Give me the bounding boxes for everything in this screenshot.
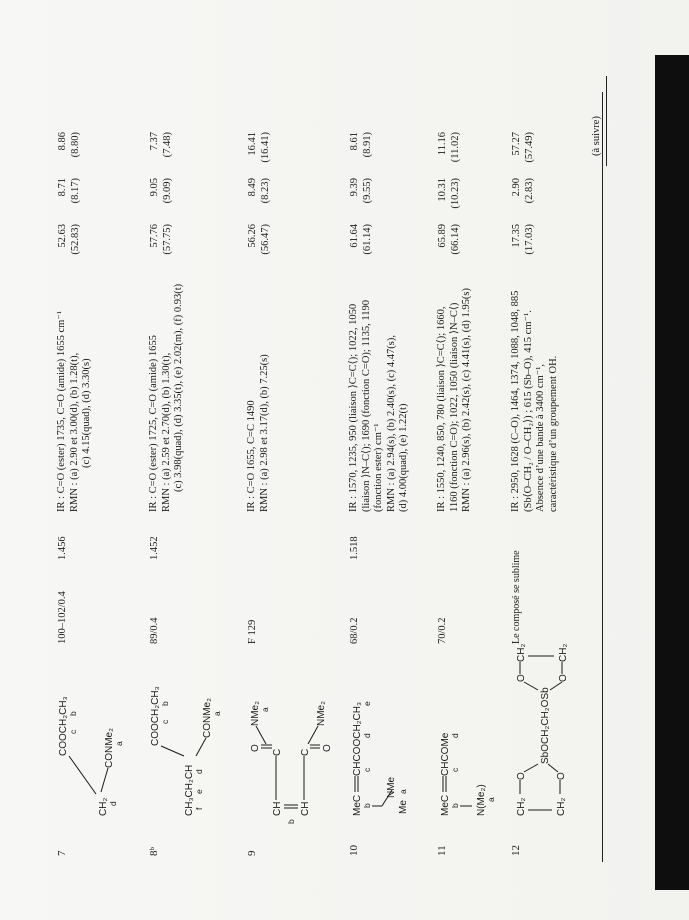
sublimation-note: Le composé se sublime [511,550,522,644]
spectra-line: IR : 1550, 1240, 850, 780 (liaison ⟩C=C⟨); 1660, [436,306,447,512]
found-value: 16.41 [247,132,258,156]
calc-value: (2.83) [524,178,535,204]
melting-point: F 129 [247,619,258,644]
spectra-line: IR : 1570, 1235, 950 (liaison ⟩C=C⟨); 1022, 1050 [348,303,359,512]
found-value: 2.90 [511,178,522,197]
found-value: 9.05 [149,178,160,197]
spectra [436,288,474,512]
svg-text:a: a [398,789,408,794]
spectra-line: IR : 2950, 1628 (C–O), 1464, 1374, 1088, 1048, 885 [510,290,521,512]
structure-11-svg [436,646,496,816]
spectra-line: 1160 (fonction C=O); 1022, 1050 (liaison ⟩N–C⟨) [448,302,460,512]
svg-text:MeC: MeC [352,794,363,816]
svg-text:a: a [212,711,222,716]
svg-text:O: O [558,674,569,682]
found-value: 56.26 [247,224,258,248]
svg-text:CH₂: CH₂ [516,797,527,816]
svg-text:NMe: NMe [386,776,397,798]
svg-text:N(Me₂): N(Me₂) [476,784,487,816]
svg-text:O: O [516,772,527,780]
svg-text:d: d [194,769,204,774]
svg-text:c: c [362,767,372,772]
found-value: 61.64 [349,224,360,248]
svg-text:CH₂: CH₂ [558,643,569,662]
refractive-index: 1.518 [349,536,360,560]
calc-value: (9.55) [362,178,373,204]
analysis [510,132,536,260]
svg-text:d: d [362,733,372,738]
spectra [348,300,411,512]
svg-text:CONMe₂: CONMe₂ [104,728,115,768]
calc-value: (16.41) [260,132,271,163]
structure-drawing [148,646,222,816]
boiling-point: 70/0.2 [437,617,448,644]
found-value: 9.39 [349,178,360,197]
found-value: 52.63 [57,224,68,248]
svg-text:O: O [516,674,527,682]
spectra [148,284,186,512]
calc-value: (10.23) [450,178,461,209]
svg-text:CHCOMe: CHCOMe [440,732,451,776]
svg-text:b: b [286,819,296,824]
spectra-line: (d) 4.00(quad), (e) 1.22(t) [398,403,409,512]
calc-value: (52.83) [70,224,81,255]
spectra [246,354,271,512]
structure-drawing [348,646,412,816]
structure-8-svg [148,646,222,816]
svg-text:O: O [250,744,261,752]
compound-number: 10 [348,845,360,856]
spectra-line: (Sb⟨O–CH₂ / O–CH₂⟩) ; 615 (Sb–O), 415 cm⁻¹. [522,310,534,512]
boiling-point: 100–102/0.4 [57,591,68,644]
calc-value: (7.48) [162,132,173,158]
scan-edge [655,55,689,890]
svg-text:CH: CH [300,801,311,816]
svg-text:NMe₂: NMe₂ [316,701,327,726]
structure-drawing [510,643,584,816]
analysis [436,132,462,260]
svg-text:CHCOOCH₂CH₃: CHCOOCH₂CH₃ [352,701,363,776]
svg-text:MeC: MeC [440,794,451,816]
spectra-line: (c) 3.98(quad), (d) 3.35(t), (e) 2.02(m), (f) 0.93(t) [173,283,184,492]
calc-value: (8.23) [260,178,271,204]
svg-text:C: C [272,748,283,756]
found-value: 8.86 [57,132,68,151]
spectra-line: IR : C=O 1655, C=C 1490 [246,400,257,512]
svg-text:COOCH₂CH₃: COOCH₂CH₃ [58,696,69,756]
refractive-index: 1.456 [57,536,68,560]
svg-text:a: a [114,741,124,746]
structure-7-svg [56,656,124,816]
footer-rule [606,76,607,166]
svg-text:a: a [260,707,270,712]
found-value: 57.76 [149,224,160,248]
svg-text:c: c [450,767,460,772]
compound-number: 9 [246,850,258,856]
compound-number: 7 [56,850,68,856]
found-value: 10.31 [437,178,448,202]
svg-text:e: e [194,789,204,794]
svg-text:b: b [160,701,170,706]
found-value: 8.49 [247,178,258,197]
spectra-line: Absence d’une bande à 3400 cm⁻¹, [535,363,546,512]
calc-value: (8.17) [70,178,81,204]
spectra-line: RMN : (a) 2.96(s), (b) 2.42(s), (c) 4.41(s), (d) 1.95(s) [461,288,472,512]
found-value: 7.37 [149,132,160,151]
svg-text:d: d [450,733,460,738]
svg-text:b: b [68,711,78,716]
svg-text:CH₂: CH₂ [516,643,527,662]
spectra-line: caractéristique d’un groupement OH. [547,355,559,512]
spectra-line: (liaison ⟩N–C⟨); 1690 (fonction C=O); 1135, 1190 [360,300,372,512]
calc-value: (56.47) [260,224,271,255]
compound-number: 11 [436,845,448,856]
structure-drawing [246,646,333,824]
spectra-line: IR : C=O (ester) 1725, C=O (amide) 1655 [148,335,159,512]
calc-value: (57.75) [162,224,173,255]
svg-text:CH₂: CH₂ [98,797,109,816]
continued-note: (à suivre) [591,116,602,156]
calc-value: (8.91) [362,132,373,158]
found-value: 8.71 [57,178,68,197]
spectra-line: RMN : (a) 2.98 et 3.17(d), (b) 7.25(s) [258,354,270,512]
structure-10-svg [348,646,408,816]
svg-text:f: f [194,807,204,810]
structure-drawing [436,646,500,816]
found-value: 17.35 [511,224,522,248]
analysis [246,132,272,260]
svg-text:c: c [160,719,170,724]
svg-text:SbOCH₂CH₂OSb: SbOCH₂CH₂OSb [540,687,551,764]
svg-text:c: c [68,729,78,734]
calc-value: (11.02) [450,132,461,163]
svg-text:O: O [322,744,333,752]
analysis [348,132,374,260]
svg-text:a: a [486,797,496,802]
found-value: 8.61 [349,132,360,151]
spectra-line: IR : C=O (ester) 1735, C=O (amide) 1655 cm⁻¹ [56,310,67,512]
svg-text:O: O [556,772,567,780]
svg-text:b: b [362,803,372,808]
calc-value: (57.49) [524,132,535,163]
refractive-index: 1.452 [149,536,160,560]
svg-text:CH₂: CH₂ [556,797,567,816]
structure-drawing [56,656,124,816]
spectra-line: RMN : (a) 2.90 et 3.00(d), (b) 1.28(t), [68,352,80,512]
found-value: 11.16 [437,132,448,156]
analysis [148,132,174,260]
svg-text:CH: CH [272,801,283,816]
data-table [48,76,608,856]
boiling-point: 68/0.2 [349,617,360,644]
spectra-line: RMN : (a) 2.94(s), (b) 2.40(s), (c) 4.47(s), [385,334,397,512]
spectra [510,291,560,512]
svg-text:CONMe₂: CONMe₂ [202,698,213,738]
compound-number: 12 [510,845,522,856]
svg-text:e: e [362,701,372,706]
calc-value: (8.80) [70,132,81,158]
compound-number: 8ᵇ [148,847,160,856]
calc-value: (17.03) [524,224,535,255]
analysis [56,132,82,260]
svg-text:d: d [108,801,118,806]
svg-text:CH₃CH₂CH: CH₃CH₂CH [184,764,195,816]
structure-9-svg [246,646,333,824]
spectra-line: (c) 4.15(quad), (d) 3.30(s) [81,358,92,468]
found-value: 65.89 [437,224,448,248]
spectra-line: (fonction ester) cm⁻¹ [373,423,384,512]
svg-text:b: b [450,803,460,808]
svg-text:C: C [300,748,311,756]
calc-value: (66.14) [450,224,461,255]
spectra-line: RMN : (a) 2.59 et 2.70(d), (b) 1.30(t), [160,352,172,512]
svg-text:NMe₂: NMe₂ [250,701,261,726]
svg-text:Me: Me [398,800,409,814]
svg-text:COOCH₂CH₃: COOCH₂CH₃ [150,686,161,746]
found-value: 57.27 [511,132,522,156]
boiling-point: 89/0.4 [149,617,160,644]
structure-12-svg [510,643,580,816]
calc-value: (9.09) [162,178,173,204]
calc-value: (61.14) [362,224,373,255]
spectra [56,311,94,512]
